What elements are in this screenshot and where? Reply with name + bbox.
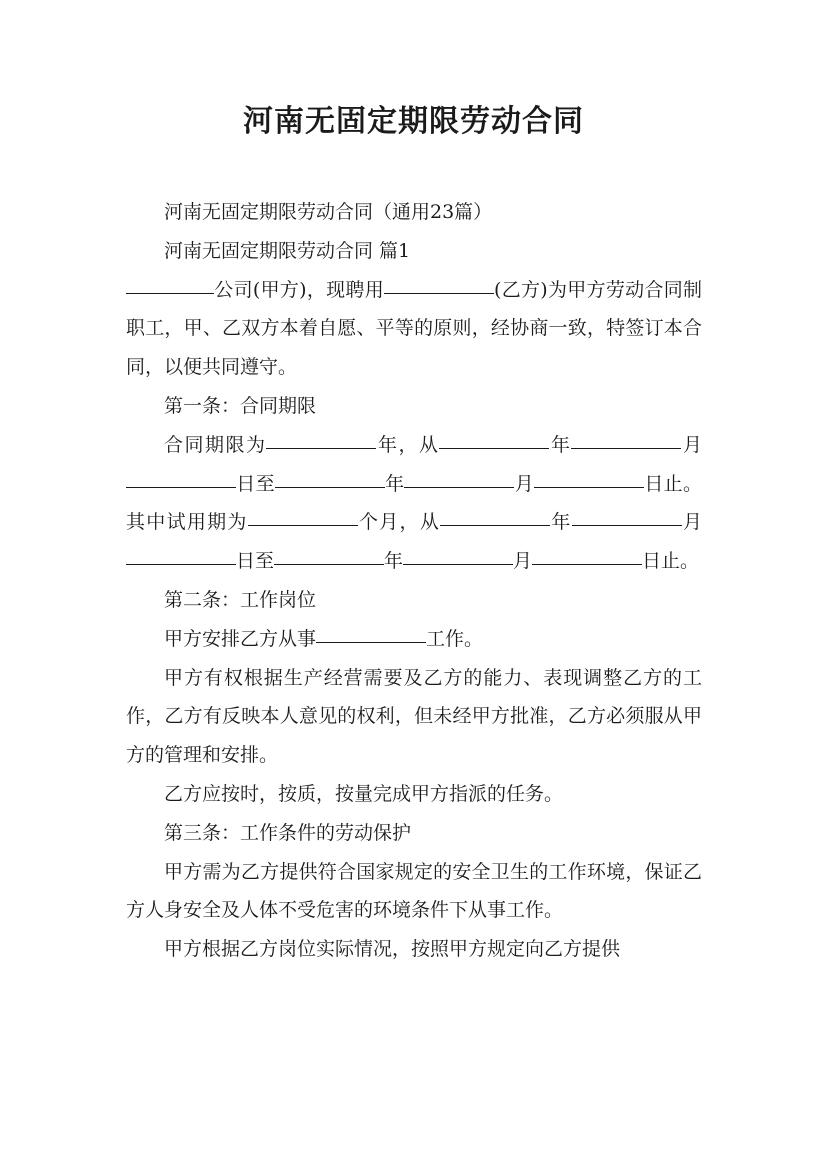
text-segment: 工作。 (426, 627, 484, 650)
fill-blank (274, 544, 384, 565)
fill-blank (126, 273, 214, 294)
text-segment: 日止。其中试用期为 (126, 472, 702, 534)
fill-blank (571, 428, 681, 449)
fill-blank (439, 428, 549, 449)
text-segment: 日至 (236, 472, 275, 495)
subtitle: 河南无固定期限劳动合同（通用23篇） (164, 201, 493, 223)
article-3-paragraph-1: 甲方需为乙方提供符合国家规定的安全卫生的工作环境，保证乙方人身安全及人体不受危害的环境条件下从事工作。 (126, 860, 702, 922)
fill-blank (126, 467, 236, 488)
part-heading: 河南无固定期限劳动合同 篇1 (164, 239, 411, 262)
intro-paragraph (126, 271, 702, 387)
text-segment: 月 (681, 511, 702, 534)
fill-blank (440, 505, 550, 526)
text-segment: 月 (681, 433, 702, 456)
text-segment: (乙方)为甲方劳动合同制职工，甲、乙双方本着自愿、平等的原则，经协商一致，特签订本合同，以便共同遵守。 (126, 278, 702, 379)
article-2-paragraph-3: 乙方应按时，按质，按量完成甲方指派的任务。 (164, 782, 564, 805)
article-2-paragraph-1 (126, 620, 702, 659)
fill-blank (403, 544, 513, 565)
document-body (126, 193, 702, 969)
fill-blank (316, 622, 426, 643)
fill-blank (404, 467, 514, 488)
text-segment: 日至 (236, 550, 275, 573)
document-title: 河南无固定期限劳动合同 (243, 104, 584, 139)
fill-blank (248, 505, 358, 526)
fill-blank (266, 428, 376, 449)
article-1-paragraph (126, 426, 702, 581)
text-segment: 年 (549, 433, 572, 456)
fill-blank (384, 273, 494, 294)
text-segment: 年 (550, 511, 572, 534)
text-segment: 年，从 (376, 433, 440, 456)
text-segment: 甲方安排乙方从事 (164, 627, 317, 650)
text-segment: 年 (384, 472, 405, 495)
text-segment: 年 (384, 550, 404, 573)
article-2-heading: 第二条：工作岗位 (164, 588, 317, 611)
text-segment: 公司(甲方)，现聘用 (214, 278, 384, 301)
text-segment: 月 (513, 550, 533, 573)
article-1-heading: 第一条：合同期限 (164, 394, 317, 417)
fill-blank (275, 467, 385, 488)
fill-blank (572, 505, 682, 526)
article-2-paragraph-2: 甲方有权根据生产经营需要及乙方的能力、表现调整乙方的工作，乙方有反映本人意见的权利，但未经甲方批准，乙方必须服从甲方的管理和安排。 (126, 666, 702, 767)
fill-blank (126, 544, 236, 565)
text-segment: 日止。 (642, 550, 700, 573)
fill-blank (534, 467, 644, 488)
fill-blank (532, 544, 642, 565)
text-segment: 个月，从 (357, 511, 441, 534)
text-segment: 月 (514, 472, 535, 495)
article-3-paragraph-2: 甲方根据乙方岗位实际情况，按照甲方规定向乙方提供 (164, 938, 621, 961)
article-3-heading: 第三条：工作条件的劳动保护 (164, 821, 412, 844)
text-segment: 合同期限为 (164, 433, 267, 456)
